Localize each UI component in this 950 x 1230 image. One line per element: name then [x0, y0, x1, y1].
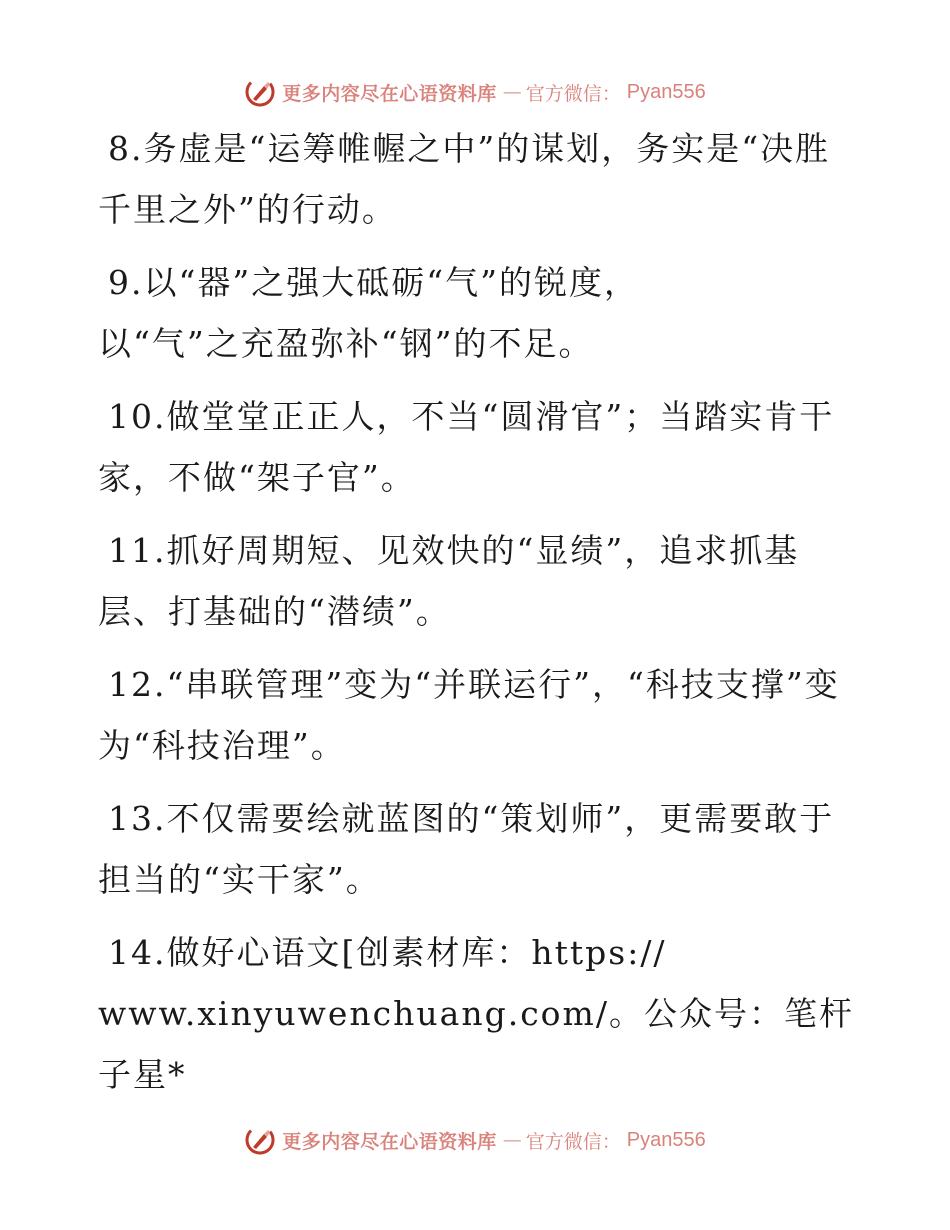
paragraph-number: 8. [108, 129, 144, 168]
paragraph-12 [98, 654, 858, 776]
paragraph-number: 11. [108, 531, 167, 570]
paragraph-number: 9. [108, 263, 144, 302]
paragraph-text: “串联管理”变为“并联运行”，“科技支撑”变为“科技治理”。 [98, 665, 840, 765]
paragraph-number: 12. [108, 665, 167, 704]
banner-separator: — [502, 1129, 520, 1151]
paragraph-number: 13. [108, 799, 167, 838]
pen-nib-logo-icon [244, 76, 276, 108]
paragraph-text: 务虚是“运筹帷幄之中”的谋划，务实是“决胜千里之外”的行动。 [98, 129, 831, 229]
banner-wechat-id: Pyan556 [626, 1128, 706, 1151]
paragraph-13 [98, 788, 858, 910]
paragraph-10 [98, 386, 858, 508]
paragraph-number: 14. [108, 933, 167, 972]
banner-separator: — [502, 81, 520, 103]
paragraph-text: 抓好周期短、见效快的“显绩”，追求抓基层、打基础的“潜绩”。 [98, 531, 800, 631]
banner-wechat-id: Pyan556 [626, 80, 706, 103]
paragraph-text: 做堂堂正正人，不当“圆滑官”；当踏实肯干家，不做“架子官”。 [98, 397, 835, 497]
paragraph-number: 10. [108, 397, 167, 436]
document-body [98, 118, 858, 1117]
banner-main-text: 更多内容尽在心语资料库 [282, 82, 497, 105]
paragraph-11 [98, 520, 858, 642]
header-banner [0, 72, 950, 112]
paragraph-text-line-2: www.xinyuwenchuang.com/。公众号：笔杆子星* [98, 994, 854, 1094]
paragraph-text-line-2: 以“气”之充盈弥补“钢”的不足。 [98, 324, 594, 363]
footer-banner [0, 1120, 950, 1160]
banner-main-text: 更多内容尽在心语资料库 [282, 1130, 497, 1153]
banner-wechat-label: 官方微信： [525, 1130, 621, 1153]
paragraph-8 [98, 118, 858, 240]
pen-nib-logo-icon [244, 1124, 276, 1156]
paragraph-text: 不仅需要绘就蓝图的“策划师”，更需要敢于担当的“实干家”。 [98, 799, 835, 899]
paragraph-text: 做好心语文[创素材库：https:// [166, 933, 667, 972]
paragraph-9 [98, 252, 858, 374]
paragraph-text: 以“器”之强大砥砺“气”的锐度， [143, 263, 639, 302]
banner-wechat-label: 官方微信： [525, 82, 621, 105]
paragraph-14 [98, 922, 858, 1105]
